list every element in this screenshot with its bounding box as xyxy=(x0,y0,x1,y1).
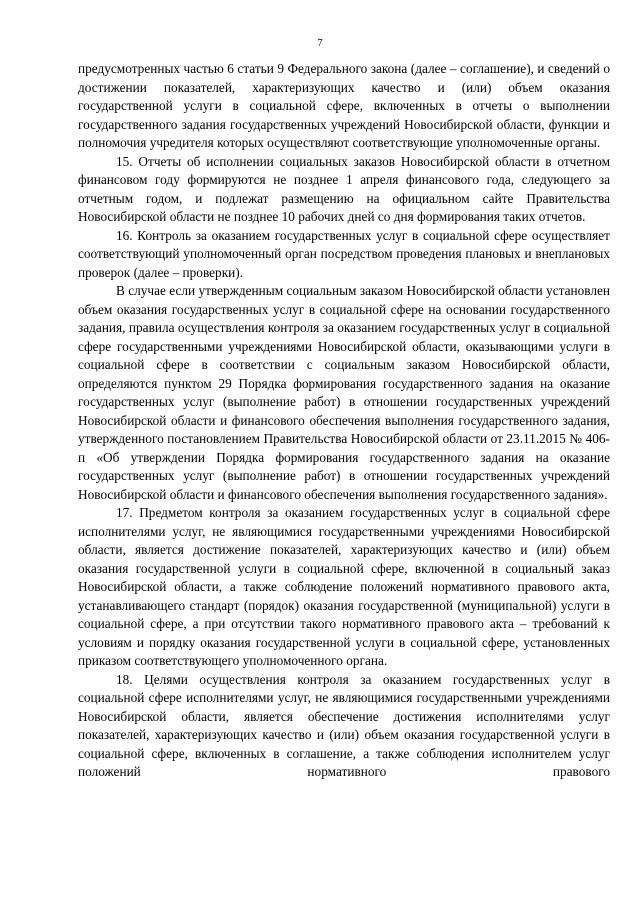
paragraph-18: 18. Целями осуществления контроля за оказанием государственных услуг в социальной сфере исполнителями услуг, не являющимися государственными учреждениями Новосибирской области, является обеспечение достижения исполнителями услуг показателей, характеризующих качество и (или) объем оказания государственной услуги в социальной сфере, включенных в соглашение, а также соблюдения исполнителем услуг положений нормативного правового xyxy=(78,671,610,779)
paragraph-15: 15. Отчеты об исполнении социальных заказов Новосибирской области в отчетном финансовом году формируются не позднее 1 апреля финансового года, следующего за отчетным годом, и подлежат размещению на официальном сайте Правительства Новосибирской области не позднее 10 рабочих дней со дня формирования таких отчетов. xyxy=(78,153,610,224)
page-number: 7 xyxy=(317,38,323,49)
paragraph-continuation: предусмотренных частью 6 статьи 9 Федерального закона (далее – соглашение), и сведений о достижении показателей, характеризующих качество и (или) объем оказания государственной услуги в социальной сфере, включенных в отчеты о выполнении государственного задания государственных учреждений Новосибирской области, функции и полномочия учредителя которых осуществляют соответствующие уполномоченные органы. xyxy=(78,61,610,150)
paragraph-17: 17. Предметом контроля за оказанием государственных услуг в социальной сфере исполнителями услуг, не являющимися государственными учреждениями Новосибирской области, является достижение показателей, характеризующих качество и (или) объем оказания государственной услуги в социальной сфере, включенной в социальный заказ Новосибирской области, а также соблюдение положений нормативного правового акта, устанавливающего стандарт (порядок) оказания государственной (муниципальной) услуги в социальной сфере, а при отсутствии такого нормативного правового акта – требований к условиям и порядку оказания государственной услуги в социальной сфере, установленных приказом соответствующего уполномоченного органа. xyxy=(78,505,610,668)
document-body xyxy=(78,60,610,782)
paragraph-16-case: В случае если утвержденным социальным заказом Новосибирской области установлен объем оказания государственных услуг в социальной сфере на основании государственного задания, правила осуществления контроля за оказанием государственных услуг в социальной сфере государственными учреждениями Новосибирской области, оказывающими услуги в социальной сфере в соответствии с социальным заказом Новосибирской области, определяются пунктом 29 Порядка формирования государственного задания на оказание государственных услуг (выполнение работ) в отношении государственных учреждений Новосибирской области и финансового обеспечения выполнения государственного задания, утвержденного постановлением Правительства Новосибирской области от 23.11.2015 № 406-п «Об утверждении Порядка формирования государственного задания на оказание государственных услуг (выполнение работ) в отношении государственных учреждений Новосибирской области и финансового обеспечения выполнения государственного задания». xyxy=(78,283,610,502)
paragraph-16: 16. Контроль за оказанием государственных услуг в социальной сфере осуществляет соответствующий уполномоченный орган посредством проведения плановых и внеплановых проверок (далее – проверки). xyxy=(78,227,610,280)
